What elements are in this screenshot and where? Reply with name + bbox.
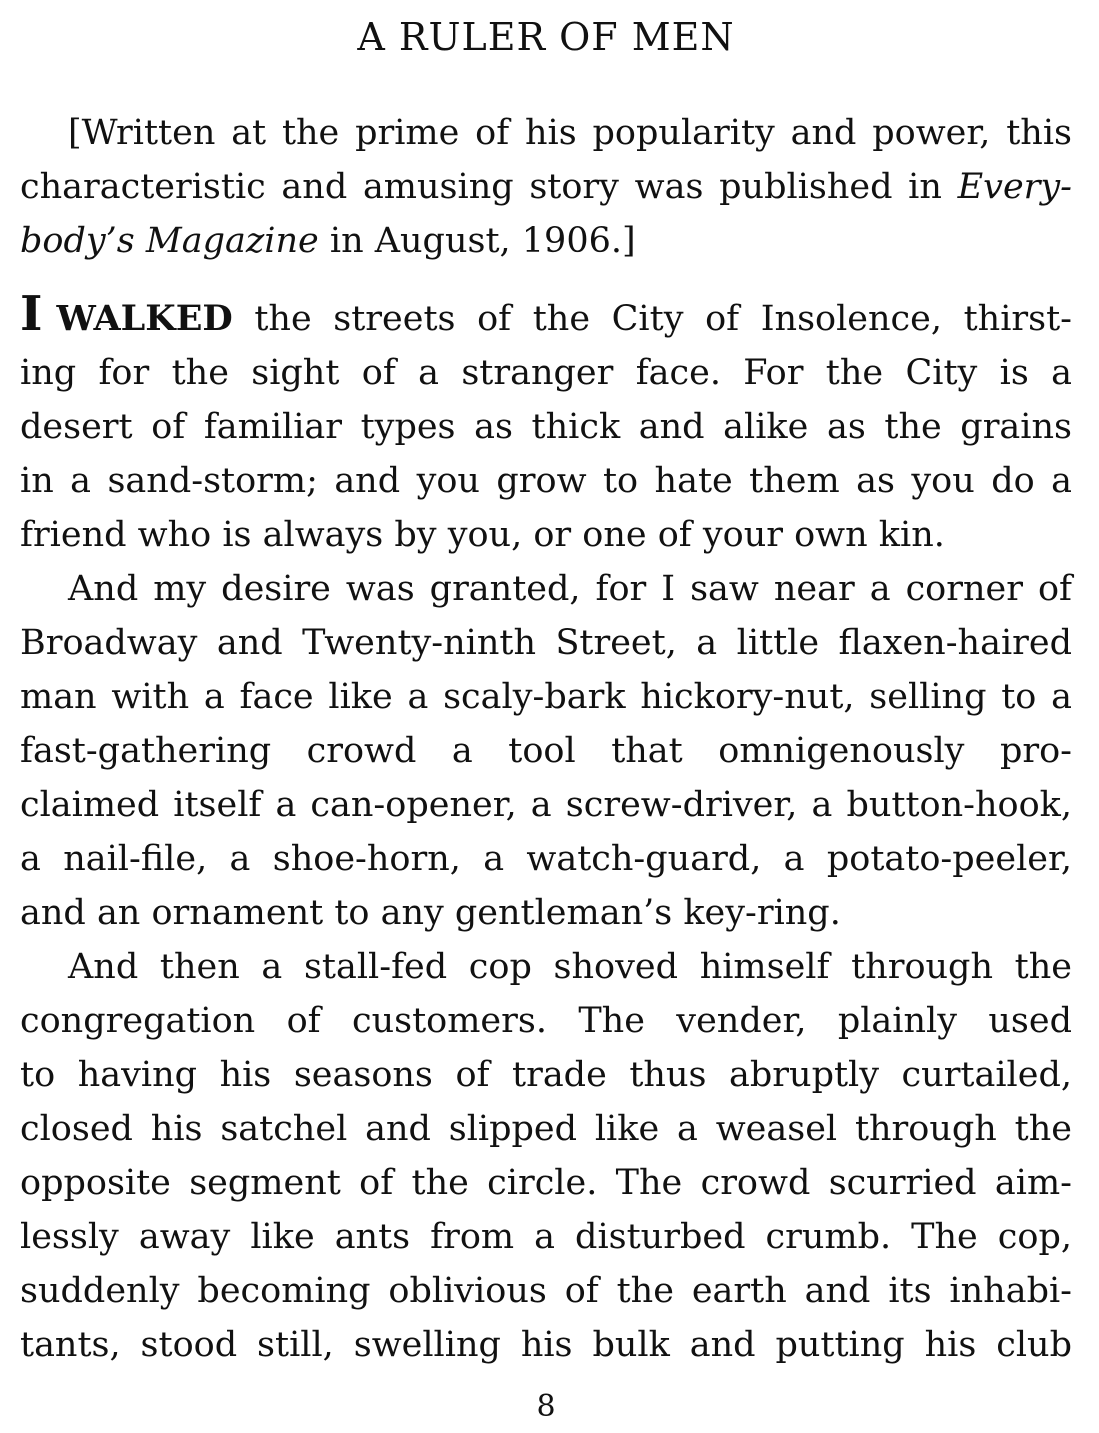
note-line: characteristic and amusing story was published in Every- — [20, 167, 1072, 207]
text-line: And then a stall-fed cop shoved himself through the — [68, 947, 1072, 987]
text-line: closed his satchel and slipped like a weasel through the — [20, 1109, 1072, 1149]
magazine-name: Every- — [957, 167, 1072, 207]
chapter-title: A RULER OF MEN — [357, 15, 735, 59]
book-page — [20, 10, 1072, 1425]
lead-word: WALKED — [56, 298, 233, 339]
note-line: [Written at the prime of his popularity and power, this — [68, 113, 1072, 153]
text-line: friend who is always by you, or one of your own kin. — [20, 515, 945, 555]
page-number: 8 — [536, 1389, 556, 1424]
drop-cap: I — [20, 286, 43, 342]
text-line: lessly away like ants from a disturbed crumb. The cop, — [20, 1217, 1072, 1257]
text-line: I WALKED the streets of the City of Insolence, thirst- — [20, 286, 1072, 342]
text-line: Broadway and Twenty-ninth Street, a little flaxen-haired — [20, 623, 1072, 663]
text-line: in a sand-storm; and you grow to hate them as you do a — [20, 461, 1072, 501]
text-line: opposite segment of the circle. The crowd scurried aim- — [20, 1163, 1072, 1203]
story-text — [20, 287, 1072, 1372]
text-line: man with a face like a scaly-bark hickory-nut, selling to a — [20, 677, 1072, 717]
text-line: ing for the sight of a stranger face. For the City is a — [20, 353, 1072, 393]
text-line: fast-gathering crowd a tool that omnigenously pro- — [20, 731, 1072, 771]
text-line: to having his seasons of trade thus abruptly curtailed, — [20, 1055, 1072, 1095]
editorial-note — [20, 106, 1072, 268]
text-line: suddenly becoming oblivious of the earth and its inhabi- — [20, 1271, 1072, 1311]
text-line: and an ornament to any gentleman’s key-ring. — [20, 893, 841, 933]
text-line: congregation of customers. The vender, plainly used — [20, 1001, 1072, 1041]
text-line: tants, stood still, swelling his bulk and putting his club — [20, 1325, 1072, 1365]
magazine-name: body’s Magazine — [20, 221, 319, 261]
text-line: a nail-file, a shoe-horn, a watch-guard, a potato-peeler, — [20, 839, 1072, 879]
text-line: claimed itself a can-opener, a screw-driver, a button-hook, — [20, 785, 1072, 825]
text-line: desert of familiar types as thick and alike as the grains — [20, 407, 1072, 447]
text-line: And my desire was granted, for I saw near a corner of — [68, 569, 1072, 609]
note-line: body’s Magazine in August, 1906.] — [20, 221, 636, 261]
